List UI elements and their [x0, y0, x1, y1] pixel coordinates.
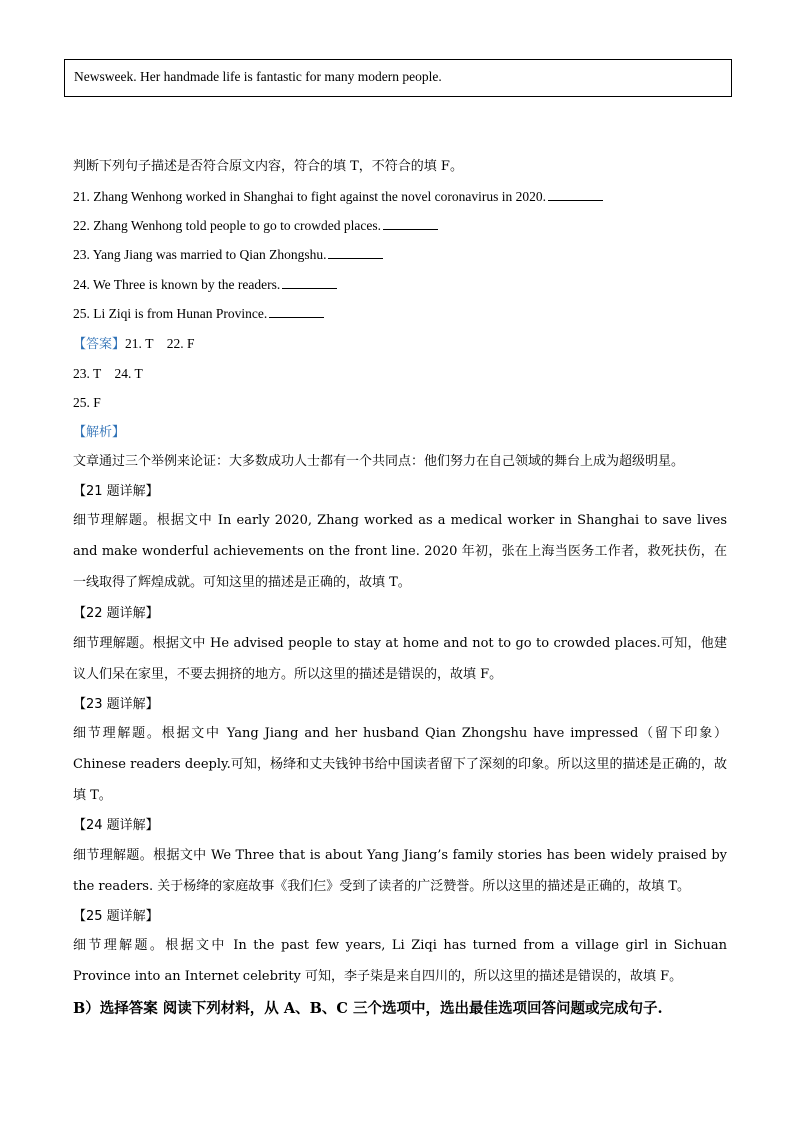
answer-line-3: 25. F [73, 395, 101, 410]
question-text: 22. Zhang Wenhong told people to go to crowded places. [73, 218, 381, 233]
answer-label: 【答案】 [73, 337, 126, 352]
question-text: 23. Yang Jiang was married to Qian Zhongshu. [73, 247, 327, 262]
detail-24-text: 细节理解题。根据文中 We Three that is about Yang Jiang’s family stories has been widely praised by the readers. 关于杨绛的家庭故事《我们仨》受到了读者的广泛赞誉。所以这里的描述是正确的，故填 T。 [73, 848, 727, 894]
section-b-title: B）选择答案 阅读下列材料，从 A、B、C 三个选项中，选出最佳选项回答问题或完成句子. [73, 1000, 663, 1017]
detail-22-text: 细节理解题。根据文中 He advised people to stay at home and not to go to crowded places.可知，他建议人们呆在家里，不要去拥挤的地方。所以这里的描述是错误的，故填 F。 [73, 636, 727, 682]
answer-line-2: 23. T 24. T [73, 366, 143, 381]
detail-25-heading: 【25 题详解】 [73, 909, 159, 924]
question-22 [73, 218, 438, 234]
detail-24-heading: 【24 题详解】 [73, 818, 159, 833]
detail-25-text: 细节理解题。根据文中 In the past few years, Li Ziqi has turned from a village girl in Sichuan Province into an Internet celebrity 可知，李子柒是来自四川的，所以这里的描述是错误的，故填 F。 [73, 938, 727, 984]
instruction: 判断下列句子描述是否符合原文内容，符合的填 T，不符合的填 F。 [73, 159, 463, 174]
question-text: 24. We Three is known by the readers. [73, 277, 281, 292]
answer-blank[interactable] [328, 248, 383, 259]
answer-blank[interactable] [548, 190, 603, 201]
detail-21-heading: 【21 题详解】 [73, 484, 159, 499]
detail-22-heading: 【22 题详解】 [73, 606, 159, 621]
analysis-summary: 文章通过三个举例来论证：大多数成功人士都有一个共同点：他们努力在自己领域的舞台上成为超级明星。 [73, 454, 685, 469]
question-text: 25. Li Ziqi is from Hunan Province. [73, 306, 268, 321]
passage-box [64, 59, 732, 97]
analysis-label: 【解析】 [73, 425, 126, 440]
question-25 [73, 306, 324, 322]
answer-line-1 [73, 336, 195, 353]
question-21 [73, 189, 603, 205]
question-24 [73, 277, 337, 293]
answers-1: 21. T 22. F [125, 336, 195, 351]
detail-23-text: 细节理解题。根据文中 Yang Jiang and her husband Qian Zhongshu have impressed（留下印象） Chinese readers deeply.可知，杨绛和丈夫钱钟书给中国读者留下了深刻的印象。所以这里的描述是正确的，故填 T。 [73, 726, 727, 803]
detail-23-heading: 【23 题详解】 [73, 697, 159, 712]
question-23 [73, 247, 383, 263]
answer-blank[interactable] [383, 219, 438, 230]
detail-21-text: 细节理解题。根据文中 In early 2020, Zhang worked as a medical worker in Shanghai to save lives and make wonderful achievements on the front line. 2020 年初，张在上海当医务工作者，救死扶伤，在一线取得了辉煌成就。可知这里的描述是正确的，故填 T。 [73, 513, 727, 590]
passage-box-text: Newsweek. Her handmade life is fantastic for many modern people. [74, 69, 442, 84]
question-text: 21. Zhang Wenhong worked in Shanghai to fight against the novel coronavirus in 2020. [73, 189, 546, 204]
answer-blank[interactable] [269, 307, 324, 318]
answer-blank[interactable] [282, 278, 337, 289]
